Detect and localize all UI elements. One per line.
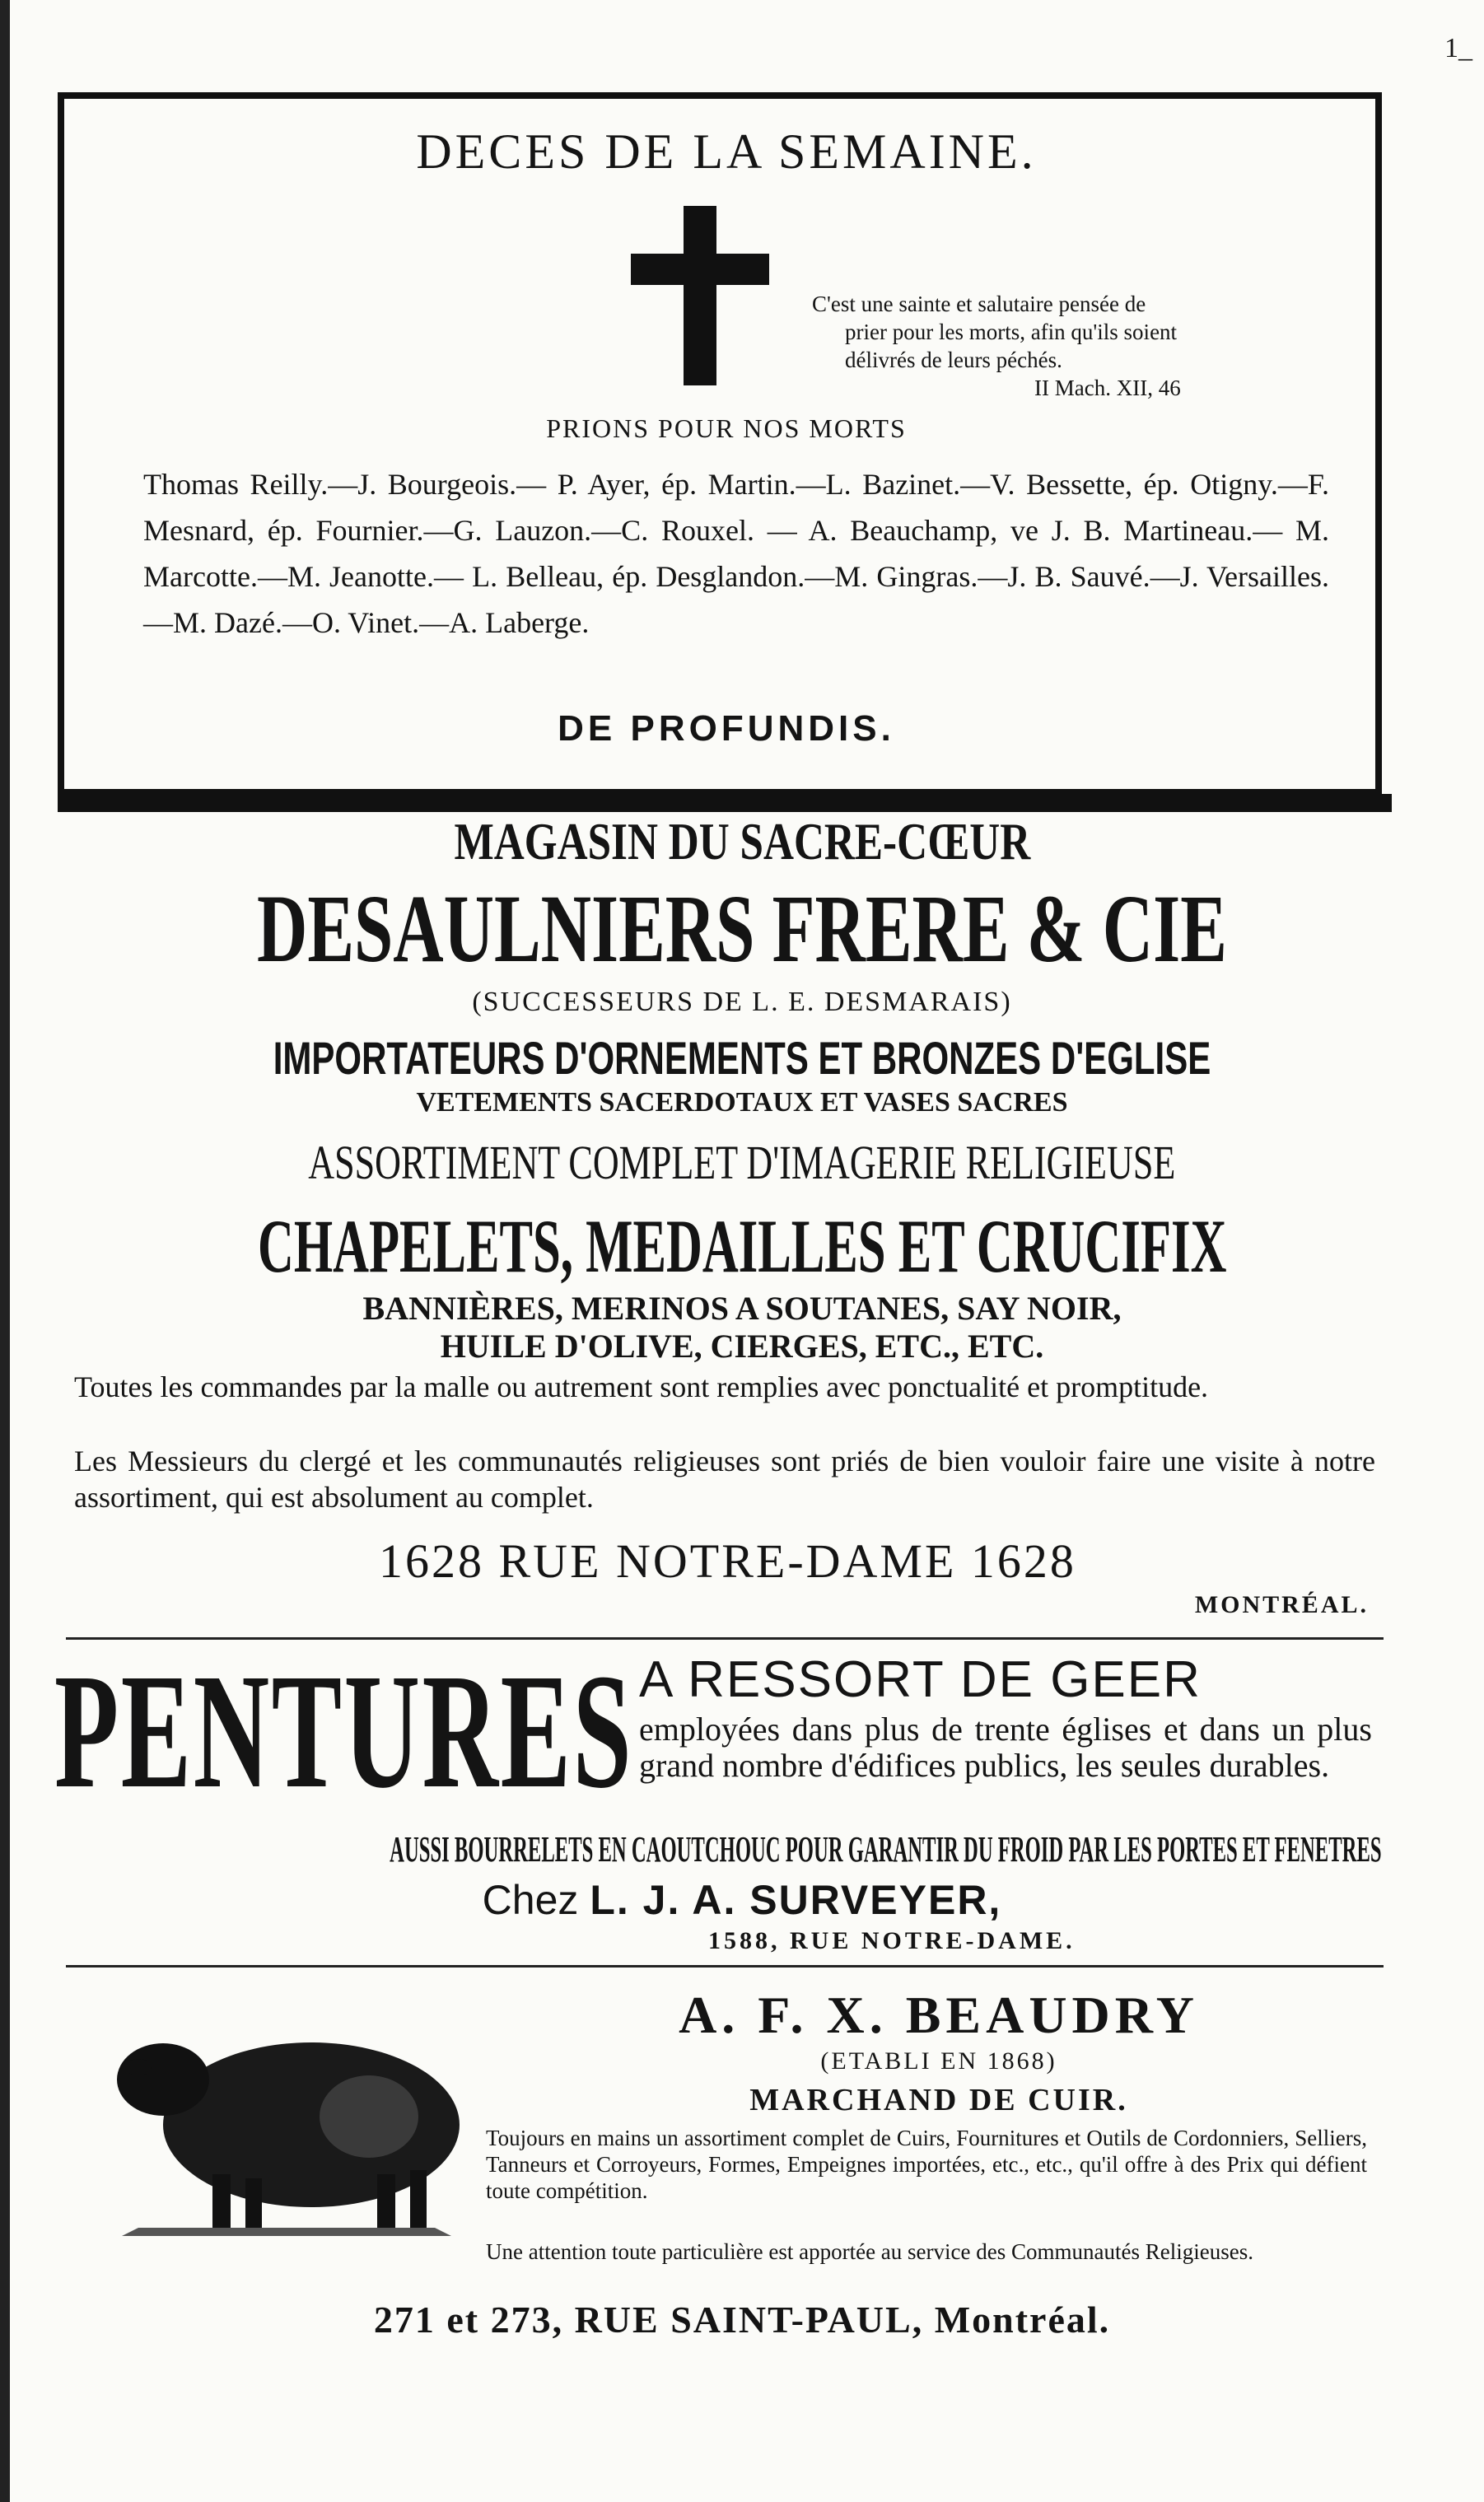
ressort-heading: A RESSORT DE GEER	[639, 1651, 1202, 1708]
banners-lines	[0, 1290, 1484, 1365]
rosaries-line: CHAPELETS, MEDAILLES ET CRUCIFIX	[257, 1204, 1227, 1288]
clergy-paragraph: Les Messieurs du clergé et les communautés religieuses sont priés de bien vouloir faire une visite à notre assortiment, qui est absolument au complet.	[74, 1445, 1375, 1514]
surveyer-address: 1588, RUE NOTRE-DAME.	[708, 1927, 1076, 1954]
orders-paragraph: Toutes les commandes par la malle ou autrement sont remplies avec ponctualité et promptitude.	[74, 1370, 1209, 1403]
company-name: DESAULNIERS FRERE & CIE	[257, 875, 1227, 983]
deaths-title: DECES DE LA SEMAINE.	[416, 124, 1037, 179]
beaudry-address: 271 et 273, RUE SAINT-PAUL, Montréal.	[373, 2299, 1111, 2341]
merchant-name: L. J. A. SURVEYER,	[590, 1877, 1002, 1923]
merchant-line	[0, 1876, 1484, 1924]
sheep-illustration	[105, 2001, 468, 2245]
divider	[66, 1965, 1384, 1968]
importers-line: IMPORTATEURS D'ORNEMENTS ET BRONZES D'EGLISE	[273, 1032, 1211, 1084]
verse-line: délivrés de leurs péchés.	[845, 348, 1062, 372]
scripture-verse	[812, 290, 1388, 402]
page-marker: 1_	[1444, 33, 1472, 63]
magasin-address: 1628 RUE NOTRE-DAME 1628	[379, 1534, 1076, 1588]
weatherstrip-line: AUSSI BOURRELETS EN CAOUTCHOUC POUR GARANTIR DU FROID PAR LES PORTES ET FENETRES	[390, 1829, 1382, 1869]
verse-line: C'est une sainte et salutaire pensée de	[812, 292, 1146, 316]
verse-line: prier pour les morts, afin qu'ils soient	[845, 320, 1178, 344]
cross-icon-bar	[631, 254, 769, 285]
banners-line-1: BANNIÈRES, MERINOS A SOUTANES, SAY NOIR,	[362, 1290, 1122, 1327]
established-line: (ETABLI EN 1868)	[820, 2047, 1057, 2075]
magasin-heading: MAGASIN DU SACRE-CŒUR	[454, 812, 1030, 871]
divider	[66, 1637, 1384, 1640]
de-profundis: DE PROFUNDIS.	[558, 708, 895, 749]
beaudry-name: A. F. X. BEAUDRY	[679, 1986, 1199, 2044]
verse-reference: II Mach. XII, 46	[1034, 376, 1181, 400]
assortment-line: ASSORTIMENT COMPLET D'IMAGERIE RELIGIEUSE	[308, 1136, 1176, 1189]
deaths-notice-box	[58, 92, 1382, 796]
pentures-description: employées dans plus de trente églises et dans un plus grand nombre d'édifices publics, les seules durables.	[639, 1711, 1372, 1784]
vestments-line: VETEMENTS SACERDOTAUX ET VASES SACRES	[416, 1087, 1068, 1118]
chez-label: Chez	[482, 1877, 579, 1923]
pentures-heading: PENTURES	[54, 1641, 634, 1823]
beaudry-paragraph: Toujours en mains un assortiment complet de Cuirs, Fournitures et Outils de Cordonniers, Selliers, Tanneurs et Corroyeurs, Formes, Empeignes importées, etc., etc., qu'il offre à des Prix qui défient toute compétition.	[486, 2126, 1367, 2203]
prayer-heading: PRIONS POUR NOS MORTS	[546, 413, 907, 443]
magasin-city: MONTRÉAL.	[1194, 1591, 1369, 1618]
deceased-names: Thomas Reilly.—J. Bourgeois.— P. Ayer, ép. Martin.—L. Bazinet.—V. Bessette, ép. Otigny.—F. Mesnard, ép. Fournier.—G. Lauzon.—C. Rouxel. — A. Beauchamp, ve J. B. Martineau.— M. Marcotte.—M. Jeanotte.— L. Belleau, ép. Desglandon.—M. Gingras.—J. B. Sauvé.—J. Versailles.—M. Dazé.—O. Vinet.—A. Laberge.	[143, 468, 1329, 639]
trade-line: MARCHAND DE CUIR.	[749, 2083, 1128, 2117]
successors-line: (SUCCESSEURS DE L. E. DESMARAIS)	[472, 987, 1012, 1017]
banners-line-2: HUILE D'OLIVE, CIERGES, ETC., ETC.	[440, 1328, 1044, 1365]
cross-icon	[684, 206, 716, 385]
beaudry-communities-paragraph: Une attention toute particulière est apportée au service des Communautés Religieuses.	[486, 2239, 1253, 2264]
